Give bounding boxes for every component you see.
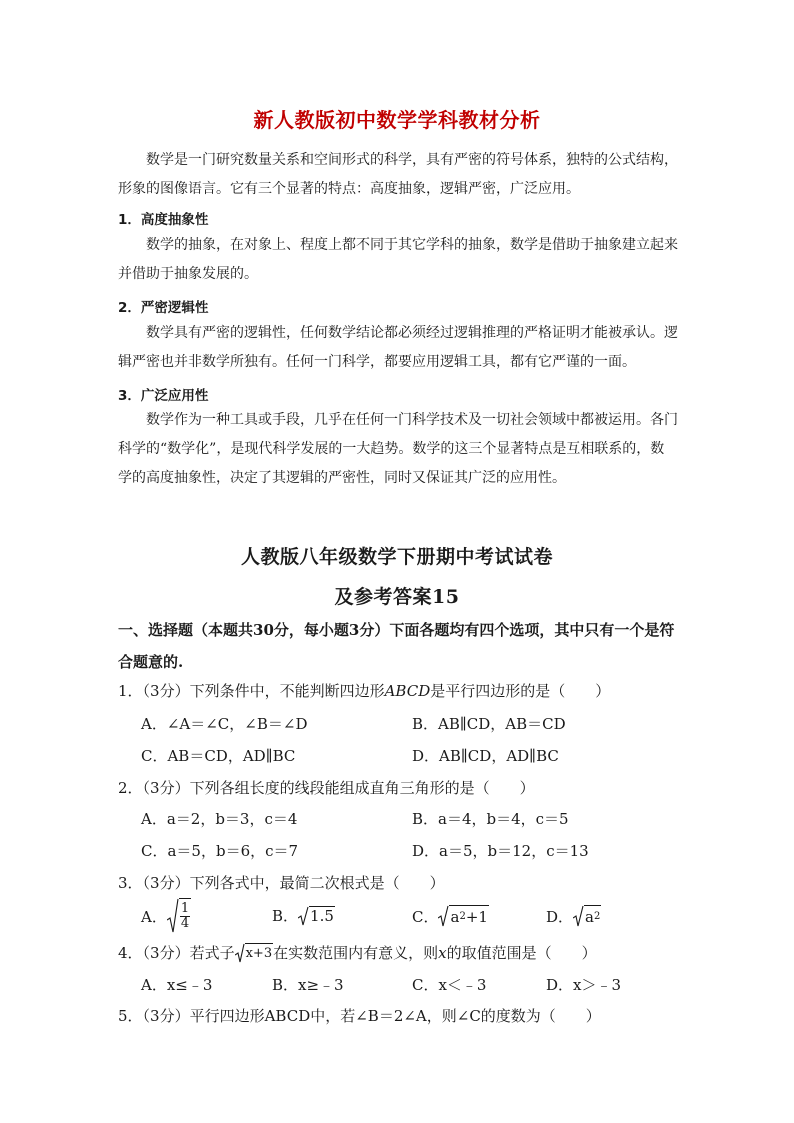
choice-section-heading: 一、选择题（本题共30分，每小题3分）下面各题均有四个选项，其中只有一个是符合题意的. <box>118 621 675 671</box>
question-2-option-b: B．a＝4，b＝4，c＝5 <box>412 810 569 828</box>
question-4-option-b: B．x≥﹣3 <box>272 976 344 994</box>
section-text-application: 数学作为一种工具或手段，几乎在任何一门科学技术及一切社会领域中都被运用。各门科学的“数学化”，是现代科学发展的一大趋势。数学的这三个显著特点是互相联系的，数学的高度抽象性，决定了其逻辑的严密性，同时又保证其广泛的应用性。 <box>118 412 678 486</box>
question-2-option-a: A．a＝2，b＝3，c＝4 <box>141 810 298 828</box>
section-heading-application: 3．广泛应用性 <box>118 388 209 404</box>
document-title: 新人教版初中数学学科教材分析 <box>253 108 541 132</box>
question-1-stem-part1: 1．（3分）下列条件中，不能判断四边形 <box>118 682 385 700</box>
exam-subtitle: 及参考答案15 <box>334 586 460 608</box>
question-4-stem-part1: 4．（3分）若式子 <box>118 944 235 962</box>
question-4-stem <box>118 942 678 963</box>
question-2-stem: 2．（3分）下列各组长度的线段能组成直角三角形的是（ ） <box>118 779 535 797</box>
question-2-option-c: C．a＝5，b＝6，c＝7 <box>141 842 299 860</box>
question-1-stem-part2: 是平行四边形的是（ ） <box>430 682 611 700</box>
question-2-option-d: D．a＝5，b＝12，c＝13 <box>412 842 589 860</box>
question-4-stem-part2: 在实数范围内有意义，则 <box>273 944 439 962</box>
question-3-option-d-label: D． <box>546 907 574 926</box>
sqrt-symbol-c: a 2 +1 <box>438 905 488 927</box>
question-4-option-c: C．x＜﹣3 <box>412 976 487 994</box>
question-1-option-b: B．AB∥CD，AB＝CD <box>412 715 566 733</box>
question-5-stem: 5．（3分）平行四边形ABCD中，若∠B＝2∠A，则∠C的度数为（ ） <box>118 1007 601 1025</box>
section-heading-abstract: 1．高度抽象性 <box>118 212 209 228</box>
intro-paragraph: 数学是一门研究数量关系和空间形式的科学，具有严密的符号体系，独特的公式结构，形象的图像语言。它有三个显著的特点：高度抽象，逻辑严密，广泛应用。 <box>118 152 678 197</box>
question-3-option-a-label: A． <box>141 907 167 926</box>
question-4-stem-part3: 的取值范围是（ ） <box>446 944 597 962</box>
question-1-stem <box>118 680 678 701</box>
sqrt-symbol-q4: x+3 <box>235 943 274 963</box>
question-3-option-a <box>141 898 191 934</box>
section-heading-logic: 2．严密逻辑性 <box>118 300 209 316</box>
section-text-abstract: 数学的抽象，在对象上、程度上都不同于其它学科的抽象，数学是借助于抽象建立起来并借助于抽象发展的。 <box>118 237 678 282</box>
question-3-option-c-label: C． <box>412 907 439 926</box>
fraction-one-quarter: $\frac{1}{4}$ <box>180 901 190 931</box>
question-3-option-b <box>272 905 335 926</box>
question-4-option-d: D．x＞﹣3 <box>546 976 622 994</box>
exam-title: 人教版八年级数学下册期中考试试卷 <box>240 546 553 568</box>
question-4-option-a: A．x≤﹣3 <box>141 976 213 994</box>
sqrt-symbol-b: 1.5 <box>298 906 335 926</box>
question-1-option-a: A．∠A＝∠C，∠B＝∠D <box>141 715 308 733</box>
question-4-variable: x <box>438 943 447 962</box>
sqrt-symbol-a <box>167 898 191 934</box>
question-1-quadrilateral-name: ABCD <box>384 682 431 700</box>
section-text-logic: 数学具有严密的逻辑性，任何数学结论都必须经过逻辑推理的严格证明才能被承认。逻辑严密也并非数学所独有。任何一门科学，都要应用逻辑工具，都有它严谨的一面。 <box>118 325 678 370</box>
question-3-option-d <box>546 905 601 927</box>
question-3-option-b-label: B． <box>272 907 299 925</box>
question-3-stem: 3．（3分）下列各式中，最简二次根式是（ ） <box>118 874 445 892</box>
question-1-option-c: C．AB＝CD，AD∥BC <box>141 747 296 765</box>
question-3-option-c <box>412 905 489 927</box>
question-1-option-d: D．AB∥CD，AD∥BC <box>412 747 559 765</box>
sqrt-symbol-d: a 2 <box>573 905 601 927</box>
